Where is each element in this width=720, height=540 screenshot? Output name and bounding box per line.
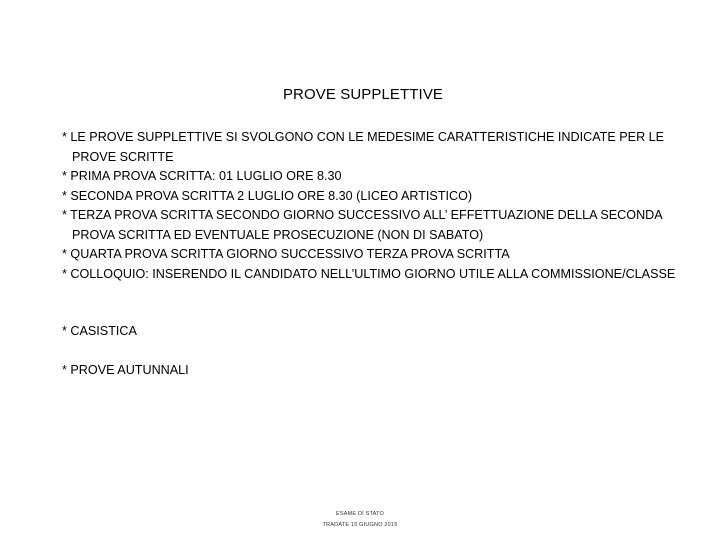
bullet-item-seconda-prova: * SECONDA PROVA SCRITTA 2 LUGLIO ORE 8.30 (LICEO ARTISTICO)	[62, 188, 473, 203]
slide-title: PROVE SUPPLETTIVE	[282, 86, 444, 103]
bullet-item-colloquio: * COLLOQUIO: INSERENDO IL CANDIDATO NELL’ULTIMO GIORNO UTILE ALLA COMMISSIONE/CLASSE	[62, 266, 676, 281]
bullet-item-prima-prova: * PRIMA PROVA SCRITTA: 01 LUGLIO ORE 8.30	[62, 169, 342, 183]
bullet-item-terza-prova: * TERZA PROVA SCRITTA SECONDO GIORNO SUCCESSIVO ALL’ EFFETTUAZIONE DELLA SECONDA PROVA SCRITTA ED EVENTUALE PROSECUZIONE (NON DI SABATO)	[62, 208, 662, 242]
footer-exam-label: ESAME DI STATO	[335, 511, 385, 517]
prove-autunnali-item: * PROVE AUTUNNALI	[62, 363, 189, 377]
bullet-list	[62, 128, 692, 284]
bullet-item-quarta-prova: * QUARTA PROVA SCRITTA GIORNO SUCCESSIVO TERZA PROVA SCRITTA	[62, 247, 510, 261]
bullet-item-prove-suppletive: * LE PROVE SUPPLETTIVE SI SVOLGONO CON LE MEDESIME CARATTERISTICHE INDICATE PER LE PROVE SCRITTE	[62, 130, 665, 164]
footer-date-label: TRADATE 15 GIUGNO 2015	[322, 522, 398, 528]
casistica-item: * CASISTICA	[62, 324, 137, 338]
